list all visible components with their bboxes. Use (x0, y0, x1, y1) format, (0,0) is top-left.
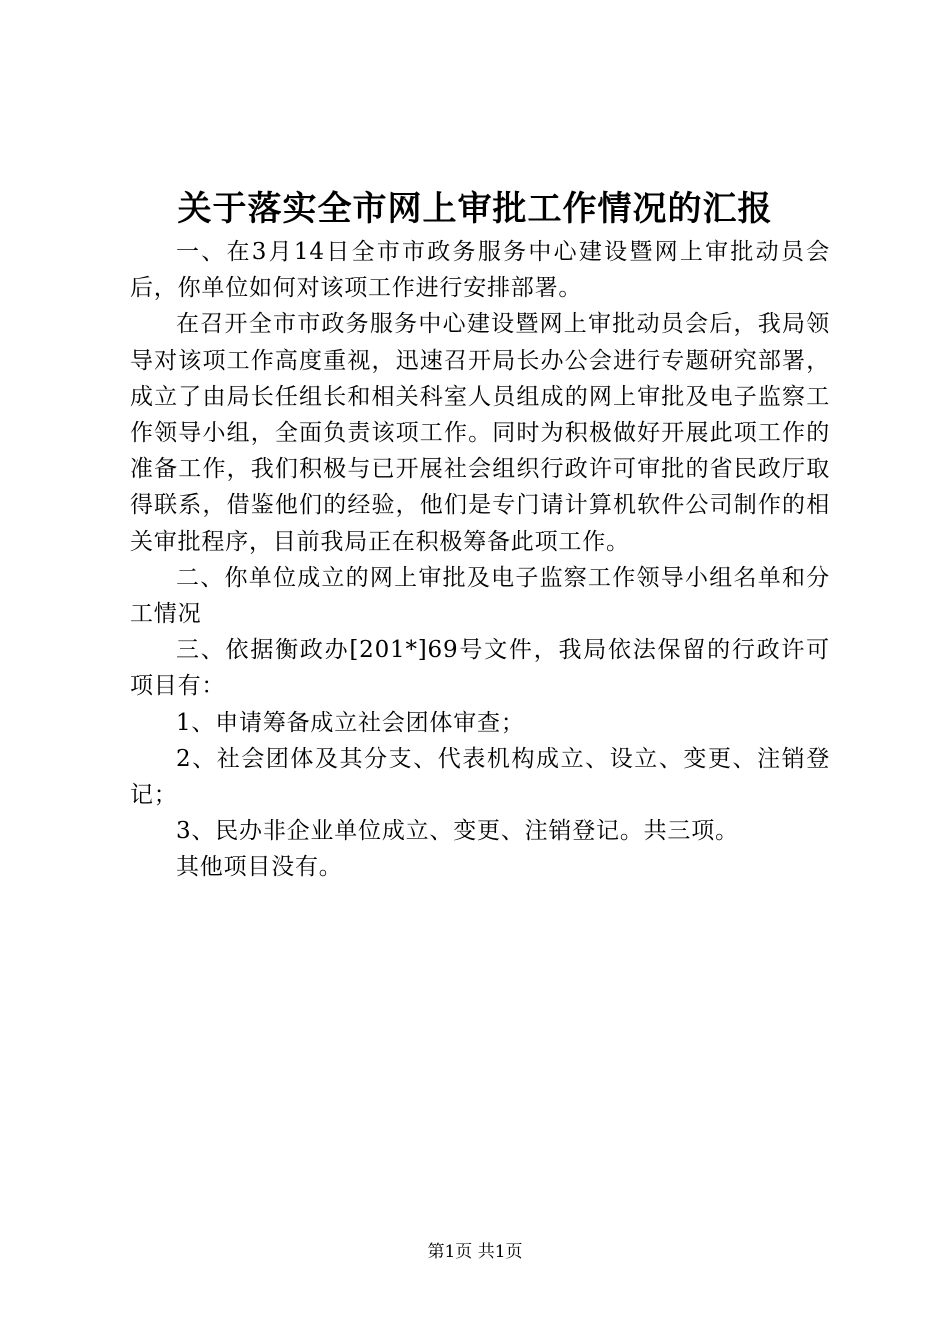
paragraph-closing: 其他项目没有。 (176, 854, 343, 881)
paragraph-answer-1: 在召开全市市政务服务中心建设暨网上审批动员会后，我局领导对该项工作高度重视，迅速召开局长办公会进行专题研究部署，成立了由局长任组长和相关科室人员组成的网上审批及电子监察工作领导小组，全面负责该项工作。同时为积极做好开展此项工作的准备工作，我们积极与已开展社会组织行政许可审批的省民政厅取得联系，借鉴他们的经验，他们是专门请计算机软件公司制作的相关审批程序，目前我局正在积极筹备此项工作。 (130, 311, 830, 555)
paragraph-question-3: 三、依据衡政办[201*]69号文件，我局依法保留的行政许可项目有： (130, 637, 830, 700)
page-footer: 第1页 共1页 (427, 1242, 523, 1262)
document-body (130, 234, 830, 886)
document-title: 关于落实全市网上审批工作情况的汇报 (177, 189, 773, 229)
paragraph-question-2: 二、你单位成立的网上审批及电子监察工作领导小组名单和分工情况 (130, 564, 830, 628)
paragraph-question-1: 一、在3月14日全市市政务服务中心建设暨网上审批动员会后，你单位如何对该项工作进行安排部署。 (130, 239, 830, 302)
list-item-1: 1、申请筹备成立社会团体审查； (176, 709, 525, 736)
list-item-2: 2、社会团体及其分支、代表机构成立、设立、变更、注销登记； (130, 745, 830, 809)
list-item-3: 3、民办非企业单位成立、变更、注销登记。共三项。 (176, 818, 739, 845)
